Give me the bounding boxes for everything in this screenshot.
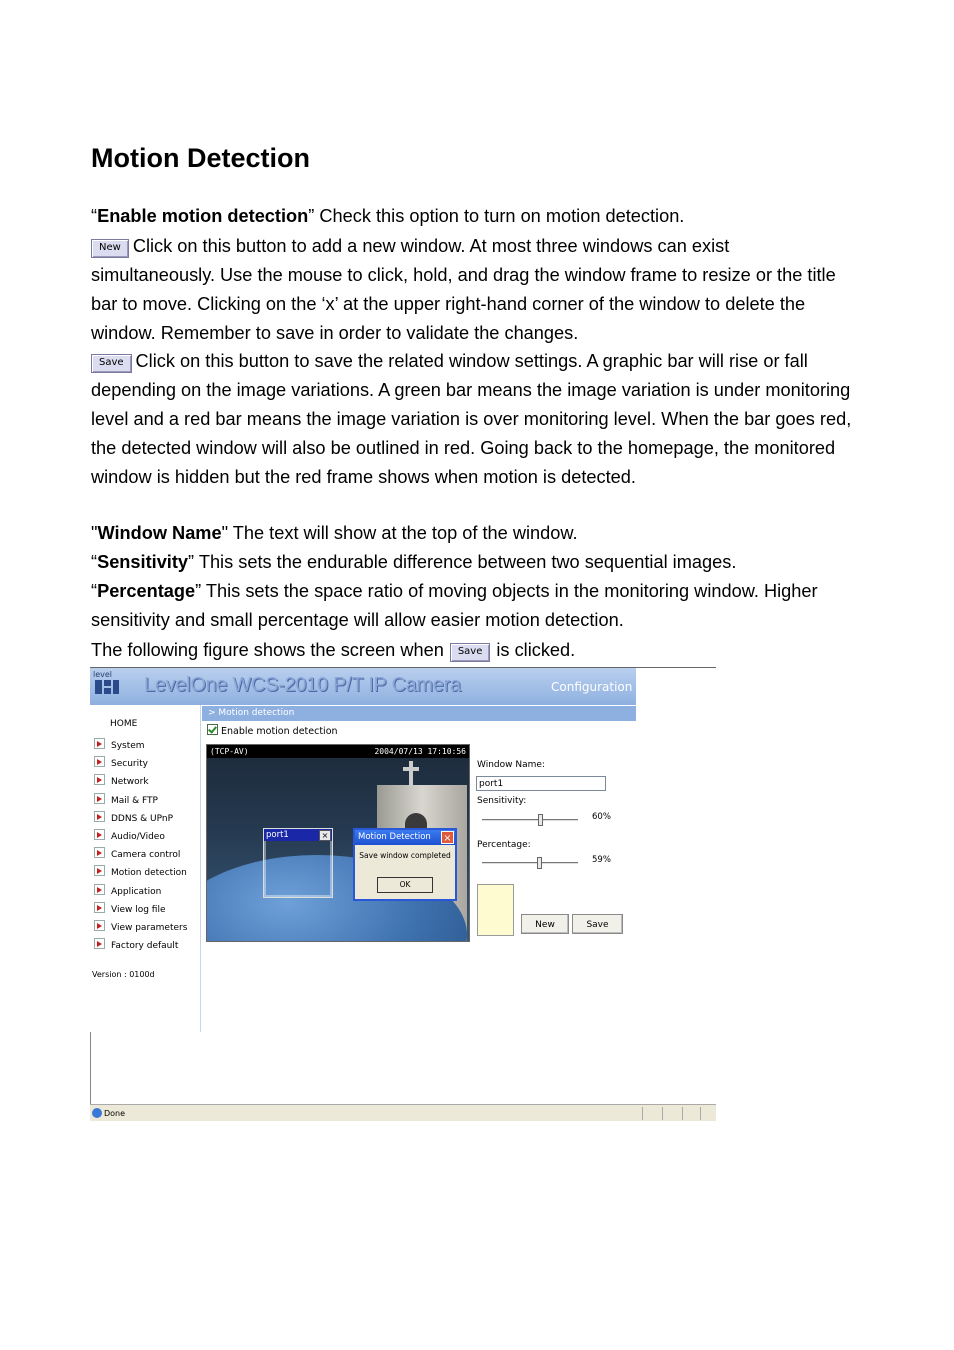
percentage-text: This sets the space ratio of moving objects in the monitoring window. Higher sensitivity and small percentage will allow easier motion detection. xyxy=(91,581,818,630)
sidebar-item-label: Application xyxy=(111,886,162,897)
arrow-right-icon xyxy=(94,902,105,913)
sidebar-item-label: View parameters xyxy=(111,923,188,933)
motion-window-frame[interactable] xyxy=(263,828,333,898)
video-stream-label: (TCP-AV) xyxy=(210,747,249,756)
sidebar-item-label: Audio/Video xyxy=(111,832,165,842)
sidebar-item-ddns-upnp[interactable] xyxy=(94,811,173,823)
figure-intro-paragraph xyxy=(91,636,866,665)
cross-shape-vertical xyxy=(409,761,413,787)
enable-motion-term: Enable motion detection xyxy=(97,206,309,226)
save-button-text-line1: Click on this button to save the related window settings. A graphic bar will rise or fall xyxy=(135,351,808,371)
arrow-right-icon xyxy=(94,793,105,804)
percentage-slider-handle[interactable] xyxy=(537,857,542,869)
banner-section: Configuration xyxy=(551,680,633,694)
header-banner xyxy=(90,668,636,705)
sidebar-item-label: Motion detection xyxy=(111,868,187,879)
enable-motion-text: Check this option to turn on motion detection. xyxy=(314,206,685,226)
enable-motion-paragraph: “Enable motion detection” Check this option to turn on motion detection. xyxy=(91,206,685,226)
new-button-image: New xyxy=(91,239,129,258)
arrow-right-icon xyxy=(94,756,105,767)
percentage-slider[interactable] xyxy=(482,857,578,869)
save-button-paragraph xyxy=(91,347,866,492)
window-name-text: The text will show at the top of the window. xyxy=(228,523,578,543)
sensitivity-value: 60% xyxy=(592,812,611,822)
percentage-term: Percentage xyxy=(97,581,196,601)
sensitivity-text: This sets the endurable difference between two sequential images. xyxy=(194,552,737,572)
percentage-label: Percentage: xyxy=(477,840,531,850)
percentage-value: 59% xyxy=(592,855,611,865)
sidebar-item-view-parameters[interactable] xyxy=(94,920,187,932)
sidebar-item-motion-detection[interactable] xyxy=(94,865,187,877)
video-timestamp: 2004/07/13 17:10:56 xyxy=(374,747,466,756)
enable-motion-checkbox-row[interactable] xyxy=(207,724,338,737)
sidebar-item-audio-video[interactable] xyxy=(94,829,165,841)
browser-status-bar xyxy=(90,1104,716,1121)
arrow-right-icon xyxy=(94,938,105,949)
ie-page-icon xyxy=(92,1108,102,1118)
figure-intro-before: The following figure shows the screen when xyxy=(91,640,444,660)
sidebar-item-factory-default[interactable] xyxy=(94,938,178,950)
window-name-term: Window Name xyxy=(97,523,222,543)
sensitivity-paragraph: “Sensitivity” This sets the endurable difference between two sequential images. xyxy=(91,552,737,572)
sidebar-item-security[interactable] xyxy=(94,756,148,768)
sidebar-item-label: System xyxy=(111,741,145,751)
page-title: Motion Detection xyxy=(91,143,310,173)
new-button-text-line1: Click on this button to add a new window. At most three windows can exist xyxy=(132,236,730,256)
camera-config-screenshot xyxy=(90,667,716,1121)
sensitivity-term: Sensitivity xyxy=(97,552,189,572)
sidebar-item-label: Camera control xyxy=(111,850,181,861)
version-text: Version : 0100d xyxy=(92,970,155,979)
logo-text: level xyxy=(93,670,113,679)
sidebar-item-label: Mail & FTP xyxy=(111,795,158,806)
dialog-ok-button[interactable]: OK xyxy=(377,877,433,893)
levelone-logo xyxy=(93,670,123,703)
window-name-paragraph: "Window Name" The text will show at the top of the window. xyxy=(91,523,578,543)
nav-home[interactable]: HOME xyxy=(110,719,138,729)
window-name-label: Window Name: xyxy=(477,760,545,770)
sidebar-item-label: Factory default xyxy=(111,941,179,952)
sidebar-item-network[interactable] xyxy=(94,774,149,786)
new-button-paragraph xyxy=(91,232,866,348)
arrow-right-icon xyxy=(94,847,105,858)
video-timestamp-bar xyxy=(207,745,469,758)
arrow-right-icon xyxy=(94,865,105,876)
sidebar-item-view-log-file[interactable] xyxy=(94,902,166,914)
enable-motion-label: Enable motion detection xyxy=(221,726,338,737)
figure-intro-after: is clicked. xyxy=(496,640,576,660)
breadcrumb: > Motion detection xyxy=(202,706,636,721)
arrow-right-icon xyxy=(94,829,105,840)
motion-level-bar xyxy=(477,884,514,936)
dialog-message: Save window completed xyxy=(359,851,451,860)
cross-shape-horizontal xyxy=(403,767,419,771)
banner-title: LevelOne WCS-2010 P/T IP Camera xyxy=(144,674,461,696)
arrow-right-icon xyxy=(94,774,105,785)
motion-detection-dialog xyxy=(353,828,457,901)
percentage-paragraph: “Percentage” This sets the space ratio of moving objects in the monitoring window. Higher sensitivity and small percentage will allow easier motion detection. xyxy=(91,581,818,630)
close-icon[interactable]: × xyxy=(319,830,331,841)
sidebar-item-label: Security xyxy=(111,759,148,770)
sensitivity-slider-handle[interactable] xyxy=(538,814,543,826)
enable-motion-checkbox[interactable] xyxy=(207,724,218,735)
sidebar-item-mail-ftp[interactable] xyxy=(94,793,158,805)
arrow-right-icon xyxy=(94,920,105,931)
arrow-right-icon xyxy=(94,884,105,895)
motion-window-title: port1 xyxy=(266,830,289,840)
save-button-image: Save xyxy=(91,354,132,373)
dialog-titlebar xyxy=(355,830,455,845)
arrow-right-icon xyxy=(94,811,105,822)
arrow-right-icon xyxy=(94,738,105,749)
dialog-title: Motion Detection xyxy=(358,832,431,842)
sidebar-item-label: Network xyxy=(111,777,149,788)
motion-window-titlebar[interactable] xyxy=(264,829,332,841)
sidebar-item-label: DDNS & UPnP xyxy=(111,813,174,824)
window-name-input[interactable]: port1 xyxy=(476,776,606,791)
dialog-close-icon[interactable]: × xyxy=(441,831,454,844)
save-button-text-rest: depending on the image variations. A green bar means the image variation is under monitoring level and a red bar means the image variation is over monitoring level. When the bar goes red, the detected window will also be outlined in red. Going back to the homepage, the monitored window is hidden but the red frame shows when motion is detected. xyxy=(91,380,852,487)
sidebar-item-system[interactable] xyxy=(94,738,145,750)
sensitivity-slider[interactable] xyxy=(482,814,578,826)
new-button-text-rest: simultaneously. Use the mouse to click, hold, and drag the window frame to resize or the title bar to move. Clicking on the ‘x’ at the upper right-hand corner of the window to delete the window. Remember to save in order to validate the changes. xyxy=(91,265,836,343)
save-button-image-inline: Save xyxy=(450,643,491,662)
sidebar-item-camera-control[interactable] xyxy=(94,847,180,859)
sensitivity-label: Sensitivity: xyxy=(477,796,527,806)
sidebar-item-label: View log file xyxy=(111,904,166,915)
save-button[interactable]: Save xyxy=(572,914,623,934)
sidebar-item-application[interactable] xyxy=(94,884,161,896)
new-button[interactable]: New xyxy=(521,914,569,934)
status-text: Done xyxy=(104,1109,126,1118)
